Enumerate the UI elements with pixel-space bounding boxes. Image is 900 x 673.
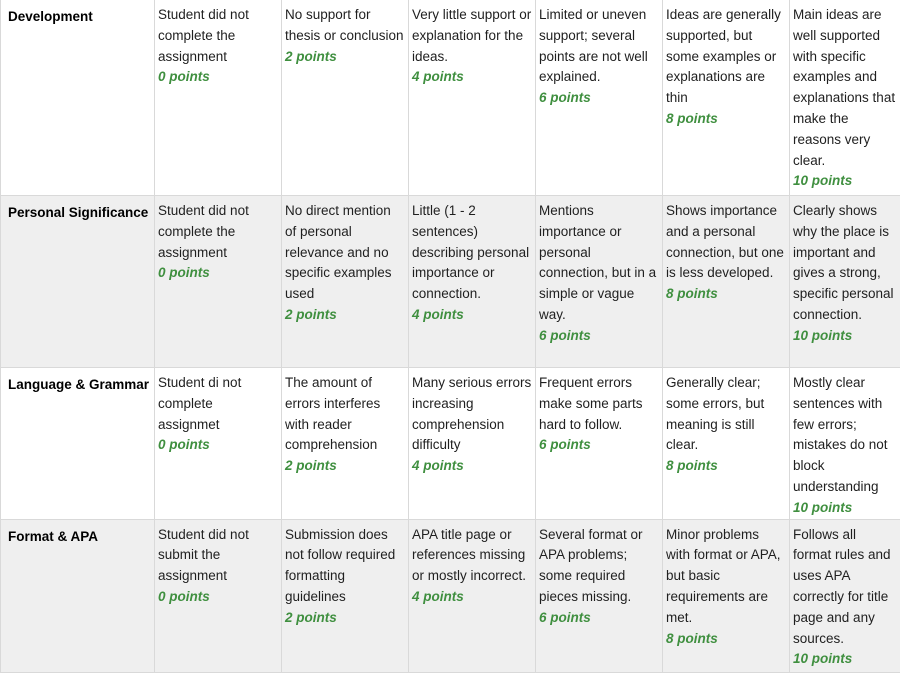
rubric-cell xyxy=(536,196,663,368)
cell-description: Many serious errors increasing comprehension difficulty xyxy=(412,373,532,456)
cell-points: 0 points xyxy=(158,67,278,88)
cell-description: Clearly shows why the place is important and gives a strong, specific personal connection. xyxy=(793,201,897,326)
cell-description: Minor problems with format or APA, but basic requirements are met. xyxy=(666,525,786,629)
cell-points: 8 points xyxy=(666,629,786,650)
rubric-cell xyxy=(790,0,900,196)
rubric-cell xyxy=(155,0,282,196)
cell-points: 4 points xyxy=(412,587,532,608)
rubric-row-format-apa xyxy=(1,519,900,672)
rubric-cell xyxy=(790,368,900,520)
cell-description: Ideas are generally supported, but some examples or explanations are thin xyxy=(666,5,786,109)
cell-points: 6 points xyxy=(539,88,659,109)
cell-points: 6 points xyxy=(539,435,659,456)
cell-description: Main ideas are well supported with specific examples and explanations that make the reasons very clear. xyxy=(793,5,897,171)
rubric-row-language-grammar xyxy=(1,368,900,520)
cell-points: 6 points xyxy=(539,326,659,347)
cell-description: Limited or uneven support; several points are not well explained. xyxy=(539,5,659,88)
rubric-cell xyxy=(536,519,663,672)
cell-description: No support for thesis or conclusion xyxy=(285,5,405,47)
cell-points: 0 points xyxy=(158,263,278,284)
cell-points: 4 points xyxy=(412,456,532,477)
cell-points: 8 points xyxy=(666,284,786,305)
cell-points: 10 points xyxy=(793,171,897,192)
rubric-cell xyxy=(663,0,790,196)
cell-points: 10 points xyxy=(793,326,897,347)
cell-description: Follows all format rules and uses APA correctly for title page and any sources. xyxy=(793,525,897,650)
cell-points: 2 points xyxy=(285,305,405,326)
cell-points: 6 points xyxy=(539,608,659,629)
rubric-cell xyxy=(409,0,536,196)
cell-points: 8 points xyxy=(666,109,786,130)
rubric-cell xyxy=(409,519,536,672)
rubric-cell xyxy=(155,368,282,520)
rubric-cell xyxy=(790,519,900,672)
cell-description: Very little support or explanation for the ideas. xyxy=(412,5,532,67)
rubric-cell xyxy=(282,0,409,196)
rubric-cell xyxy=(409,368,536,520)
criterion-label: Language & Grammar xyxy=(1,368,155,520)
cell-description: Little (1 - 2 sentences) describing personal importance or connection. xyxy=(412,201,532,305)
cell-description: Generally clear; some errors, but meaning is still clear. xyxy=(666,373,786,456)
cell-points: 4 points xyxy=(412,305,532,326)
rubric-cell xyxy=(282,368,409,520)
cell-points: 0 points xyxy=(158,435,278,456)
rubric-cell xyxy=(155,519,282,672)
cell-description: APA title page or references missing or mostly incorrect. xyxy=(412,525,532,587)
rubric-cell xyxy=(663,368,790,520)
cell-description: Several format or APA problems; some required pieces missing. xyxy=(539,525,659,608)
rubric-row-development xyxy=(1,0,900,196)
rubric-cell xyxy=(663,196,790,368)
rubric-cell xyxy=(409,196,536,368)
cell-description: Frequent errors make some parts hard to follow. xyxy=(539,373,659,435)
cell-description: No direct mention of personal relevance and no specific examples used xyxy=(285,201,405,305)
rubric-cell xyxy=(536,368,663,520)
rubric-cell xyxy=(536,0,663,196)
cell-description: Student did not complete the assignment xyxy=(158,201,278,263)
rubric-cell xyxy=(282,196,409,368)
rubric-row-personal-significance xyxy=(1,196,900,368)
criterion-label: Development xyxy=(1,0,155,196)
cell-points: 2 points xyxy=(285,456,405,477)
rubric-cell xyxy=(282,519,409,672)
rubric-cell xyxy=(790,196,900,368)
cell-description: Submission does not follow required formatting guidelines xyxy=(285,525,405,608)
rubric-cell xyxy=(155,196,282,368)
rubric-cell xyxy=(663,519,790,672)
cell-description: Student di not complete assignmet xyxy=(158,373,278,435)
cell-points: 0 points xyxy=(158,587,278,608)
cell-description: Student did not complete the assignment xyxy=(158,5,278,67)
cell-points: 10 points xyxy=(793,649,897,670)
cell-description: The amount of errors interferes with reader comprehension xyxy=(285,373,405,456)
cell-description: Shows importance and a personal connection, but one is less developed. xyxy=(666,201,786,284)
cell-points: 10 points xyxy=(793,498,897,519)
cell-points: 4 points xyxy=(412,67,532,88)
cell-description: Mostly clear sentences with few errors; mistakes do not block understanding xyxy=(793,373,897,498)
criterion-label: Format & APA xyxy=(1,519,155,672)
cell-description: Student did not submit the assignment xyxy=(158,525,278,587)
cell-points: 8 points xyxy=(666,456,786,477)
cell-points: 2 points xyxy=(285,608,405,629)
cell-description: Mentions importance or personal connection, but in a simple or vague way. xyxy=(539,201,659,326)
cell-points: 2 points xyxy=(285,47,405,68)
criterion-label: Personal Significance xyxy=(1,196,155,368)
